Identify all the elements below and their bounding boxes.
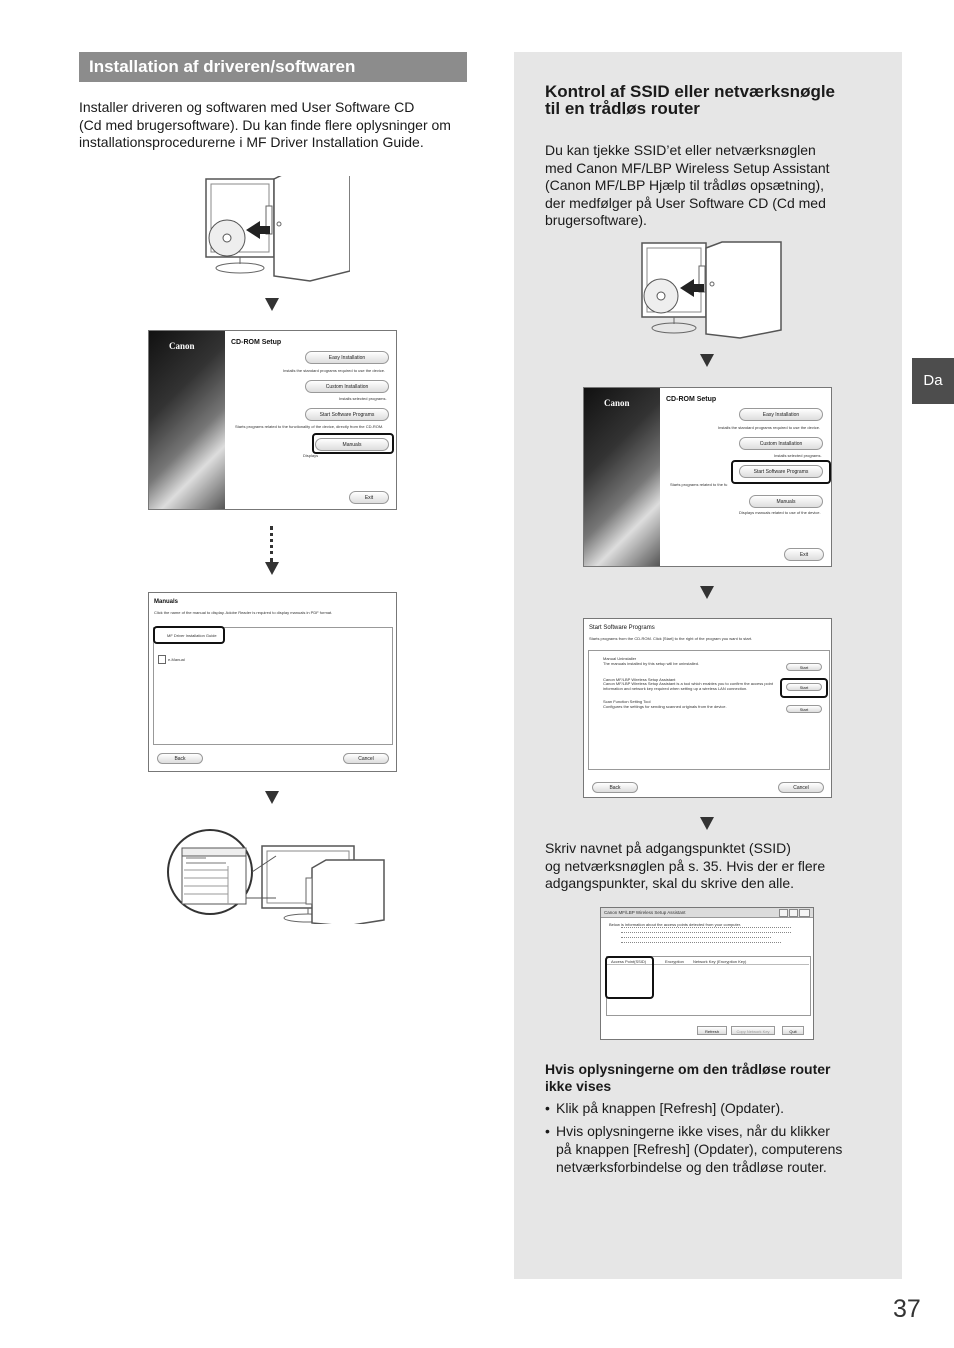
easy-installation-button[interactable]: Easy Installation — [305, 351, 389, 364]
page-number: 37 — [893, 1295, 921, 1323]
cancel-button[interactable]: Cancel — [778, 782, 824, 793]
dotted-arrow-line — [270, 526, 277, 562]
exit-button[interactable]: Exit — [349, 491, 389, 504]
exit-button[interactable]: Exit — [784, 548, 824, 561]
down-arrow — [700, 586, 714, 599]
cdrom-setup-screenshot-2: Canon CD-ROM Setup Easy Installation Installs the standard programs required to use the device. Custom Installation Installs selected programs. Start Software Programs Starts programs related to the fu Manuals Displays manuals related to use of the device. Exit — [583, 387, 832, 567]
back-button[interactable]: Back — [157, 753, 203, 764]
custom-installation-button[interactable]: Custom Installation — [739, 437, 823, 450]
down-arrow — [265, 298, 279, 311]
manuals-screenshot: Manuals Click the name of the manual to display. Adobe Reader is required to display manuals in PDF format. MF Driver Installation Guide e-Manual Back Cancel — [148, 592, 397, 772]
left-intro: Installer driveren og softwaren med User Software CD (Cd med brugersoftware). Du kan finde flere oplysninger om installationsprocedurerne i MF Driver Installation Guide. — [79, 99, 451, 150]
language-tab: Da — [912, 358, 954, 404]
manual-item-e-manual[interactable]: e-Manual — [168, 657, 185, 662]
manuals-button[interactable]: Manuals — [315, 438, 389, 451]
highlight-box — [312, 433, 394, 454]
right-heading: Kontrol af SSID eller netværksnøgle til en trådløs router — [545, 82, 836, 118]
computer-cd-illustration — [636, 240, 786, 340]
refresh-button[interactable]: Refresh — [697, 1026, 727, 1035]
start-software-programs-screenshot: Start Software Programs Starts programs from the CD-ROM. Click [Start] to the right of the program you want to start. Manual Uninstaller The manuals installed by this setup will be uninstalled. Start Canon MF/LBP Wireless Setup Assistant Canon MF/LBP Wireless Setup Assistant is a tool which enables you to confirm the access point information and network key required when setting up a wireless LAN connection. Start Scan Function Setting Tool Configures the settings for sending scanned originals from the device. Start Back Cancel — [583, 618, 832, 798]
section-header: Installation af driveren/softwaren — [79, 52, 467, 82]
start-button-3[interactable]: Start — [786, 705, 822, 713]
cdrom-setup-screenshot: Canon CD-ROM Setup Easy Installation Installs the standard programs required to use the device. Custom Installation Installs selected programs. Start Software Programs Starts programs related to the functionality of the device, directly from the CD-ROM. Manuals Displays Exit — [148, 330, 397, 510]
right-intro: Du kan tjekke SSID’et eller netværksnøglen med Canon MF/LBP Wireless Setup Assistant (Canon MF/LBP Hjælp til trådløs opsætning), der medfølger på User Software CD (Cd med brugersoftware). — [545, 142, 830, 228]
bullet-item: • Hvis oplysningerne ikke vises, når du klikker på knappen [Refresh] (Opdater), computerens netværksforbindelse og den trådløse router. — [545, 1123, 843, 1175]
bullet-item: • Klik på knappen [Refresh] (Opdater). — [545, 1100, 785, 1116]
back-button[interactable]: Back — [592, 782, 638, 793]
quit-button[interactable]: Quit — [782, 1026, 804, 1035]
right-step-text: Skriv navnet på adgangspunktet (SSID) og netværksnøglen på s. 35. Hvis der er flere adgangspunkter, skal du skrive den alle. — [545, 840, 826, 891]
manual-item-installation-guide[interactable]: MF Driver Installation Guide — [167, 633, 217, 638]
computer-screen-zoom-illustration — [166, 828, 388, 924]
sub-heading: Hvis oplysningerne om den trådløse router ikke vises — [545, 1061, 831, 1094]
start-software-programs-button[interactable]: Start Software Programs — [739, 465, 823, 478]
cancel-button[interactable]: Cancel — [343, 753, 389, 764]
wireless-setup-assistant-screenshot: Canon MF/LBP Wireless Setup Assistant Below is information about the access points detected from your computer. Access Point(SSID) Encryption Network Key (Encryption Key) Refresh Copy Network Key Quit — [600, 907, 814, 1040]
manuals-list — [153, 627, 393, 745]
canon-logo: Canon — [604, 398, 630, 408]
start-software-programs-button[interactable]: Start Software Programs — [305, 408, 389, 421]
down-arrow — [700, 817, 714, 830]
start-button-2[interactable]: Start — [786, 683, 822, 691]
highlight-box — [605, 956, 654, 999]
highlight-box — [780, 678, 828, 698]
bullet-dot: • — [545, 1100, 550, 1116]
highlight-box — [731, 460, 831, 484]
easy-installation-button[interactable]: Easy Installation — [739, 408, 823, 421]
down-arrow — [265, 562, 279, 575]
close-icon[interactable] — [799, 909, 810, 917]
canon-logo: Canon — [169, 341, 195, 351]
pdf-icon — [158, 655, 166, 664]
highlight-box — [153, 626, 225, 644]
bullet-dot: • — [545, 1123, 550, 1139]
start-button-1[interactable]: Start — [786, 663, 822, 671]
manuals-button[interactable]: Manuals — [749, 495, 823, 508]
copy-network-key-button[interactable]: Copy Network Key — [731, 1026, 775, 1035]
maximize-icon[interactable] — [789, 909, 798, 917]
down-arrow — [265, 791, 279, 804]
custom-installation-button[interactable]: Custom Installation — [305, 380, 389, 393]
down-arrow — [700, 354, 714, 367]
computer-cd-illustration — [200, 176, 350, 284]
minimize-icon[interactable] — [779, 909, 788, 917]
